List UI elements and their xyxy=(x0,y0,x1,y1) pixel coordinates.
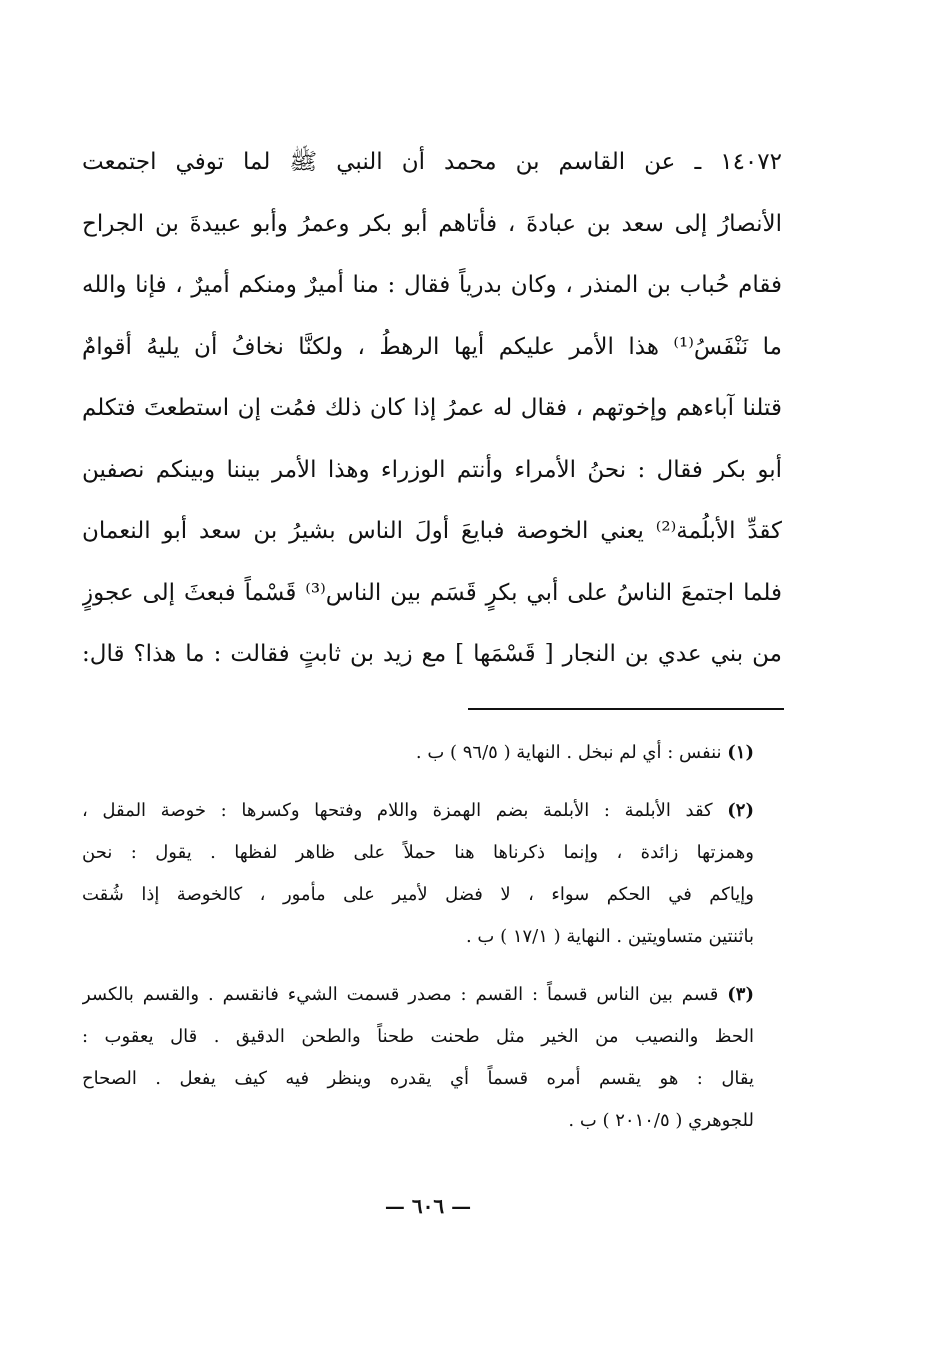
main-text-line: قتلنا آباءهم وإخوتهم ، فقال له عمرُ إذا كان ذلك فمُت إن استطعتَ فتكلم xyxy=(82,395,782,421)
footnote-number: (٣) xyxy=(727,984,754,1005)
main-text-line: كقدِّ الأبلُمة⁽²⁾ يعني الخوصة فبايعَ أولَ الناس بشيرُ بن سعد أبو النعمان xyxy=(82,518,782,544)
main-text-line: أبو بكر فقال : نحنُ الأمراء وأنتم الوزراء وهذا الأمر بيننا وبينكم نصفين xyxy=(82,456,782,483)
main-text-line: فقام حُباب بن المنذر ، وكان بدرياً فقال : منا أميرٌ ومنكم أميرٌ ، فإنا والله xyxy=(82,272,782,298)
footnote-1 xyxy=(82,732,754,774)
footnote-line xyxy=(82,732,754,774)
footnote-text: كقد الأبلمة : الأبلمة بضم الهمزة واللام وفتحها وكسرها : خوصة المقل ، xyxy=(82,800,713,821)
main-text-line: من بني عدي بن النجار [ قَسْمَها ] مع زيد بن ثابتٍ فقالت : ما هذا؟ قال: xyxy=(82,641,782,667)
footnote-3 xyxy=(82,974,754,1142)
footnotes-section xyxy=(82,732,754,1158)
footnote-2 xyxy=(82,790,754,958)
footnote-number: (٢) xyxy=(727,800,754,821)
footnote-number: (١) xyxy=(727,742,754,763)
footnote-line: وهمزتها زائدة ، وإنما ذكرناها هنا حملاً على ظاهر لفظها . يقول : نحن xyxy=(82,842,754,863)
main-text-line: فلما اجتمعَ الناسُ على أبي بكرٍ قَسَم بين الناس⁽³⁾ قَسْماً فبعثَ إلى عجوزٍ xyxy=(82,579,782,606)
main-text-line: ١٤٠٧٢ ـ عن القاسم بن محمد أن النبي ﷺ لما توفي اجتمعت xyxy=(82,149,782,175)
footnote-divider xyxy=(468,708,784,710)
footnote-text: ننفس : أي لم نبخل . النهاية ( ٩٦/٥ ) ب . xyxy=(415,742,722,763)
footnote-line xyxy=(82,790,754,832)
footnote-line: باثنتين متساويتين . النهاية ( ١٧/١ ) ب . xyxy=(465,926,754,947)
main-text-block xyxy=(82,132,782,686)
footnote-line: يقال : هو يقسم أمره قسماً أي يقدره وينظر فيه كيف يفعل . الصحاح xyxy=(82,1068,754,1089)
page-number: — ٦٠٦ — xyxy=(384,1194,472,1218)
footnote-line xyxy=(82,974,754,1016)
main-text-line: الأنصارُ إلى سعد بن عبادةَ ، فأتاهم أبو بكر وعمرُ وأبو عبيدةَ بن الجراح xyxy=(82,210,782,237)
footnote-line: الحظ والنصيب من الخير مثل طحنت طحناً والطحن الدقيق . قال يعقوب : xyxy=(82,1026,754,1047)
main-text-line: ما نَنْفَسُ⁽¹⁾ هذا الأمر عليكم أيها الرهطُ ، ولكنَّا نخافُ أن يليهُ أقوامٌ xyxy=(82,333,782,360)
footnote-line: للجوهري ( ٢٠١٠/٥ ) ب . xyxy=(568,1110,754,1131)
footnote-text: قسم بين الناس قسماً : القسم : مصدر قسمت الشيء فانقسم . والقسم بالكسر xyxy=(82,984,719,1005)
footnote-line: وإياكم في الحكم سواء ، لا فضل لأمير على مأمور ، كالخوصة إذا شُقت xyxy=(82,884,754,905)
